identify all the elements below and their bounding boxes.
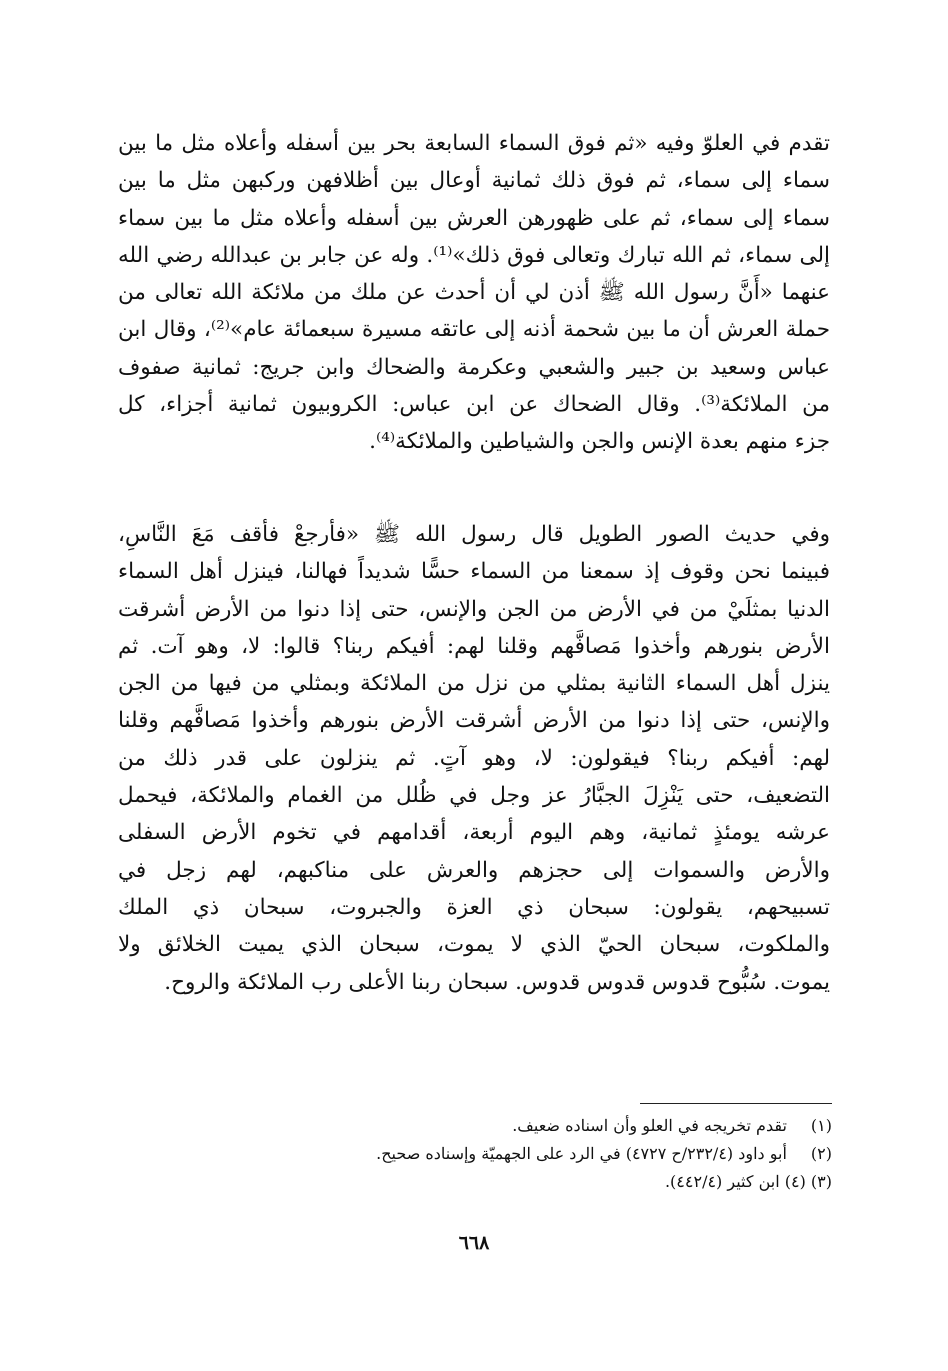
text-line: يموت. سُبُّوح قدوس قدوس قدوس. سبحان ربنا الأعلى رب الملائكة والروح. (164, 969, 830, 995)
footnote-divider (640, 1103, 832, 1104)
text-line: والملكوت، سبحان الحيّ الذي لا يموت، سبحان الذي يميت الخلائق ولا (118, 932, 830, 958)
text-line: سماء إلى سماء، ثم على ظهورهن العرش بين أسفله وأعلاه مثل ما بين سماء (118, 205, 830, 231)
footnote-text: ابن كثير (٤٤٢/٤). (664, 1172, 780, 1191)
text-line: والإنس، حتى إذا دنوا من الأرض أشرقت الأرض بنورهم وأخذوا مَصافَّهم وقلنا (118, 708, 830, 734)
footnotes (300, 1112, 832, 1196)
footnote-number: (٢) (810, 1144, 832, 1163)
footnote-number: (٣) (٤) (784, 1172, 832, 1191)
footnote-item (300, 1140, 832, 1168)
paragraph-1 (118, 125, 830, 461)
paragraph-2 (118, 516, 830, 1001)
text-line: جزء منهم بعدة الإنس والجن والشياطين والملائكة⁽⁴⁾. (369, 429, 830, 455)
text-line: لهم: أفيكم ربنا؟ فيقولون: لا، وهو آتٍ. ثم ينزلون على قدر ذلك من (118, 745, 830, 771)
footnote-text: تقدم تخريجه في العلو وأن اسناده ضعيف. (512, 1116, 787, 1135)
page-number: ٦٦٨ (458, 1232, 490, 1254)
footnote-item (300, 1168, 832, 1196)
text-line: حملة العرش أن ما بين شحمة أذنه إلى عاتقه مسيرة سبعمائة عام»⁽²⁾، وقال ابن (118, 317, 830, 343)
text-line: من الملائكة⁽³⁾. وقال الضحاك عن ابن عباس: الكروبيون ثمانية أجزاء، كل (118, 392, 830, 418)
text-line: والأرض والسموات إلى حجزهم والعرش على مناكبهم، لهم زجل في (118, 857, 830, 883)
text-line: الأرض بنورهم وأخذوا مَصافَّهم وقلنا لهم: أفيكم ربنا؟ قالوا: لا، وهو آت. ثم (118, 633, 830, 659)
text-line: عباس وسعيد بن جبير والشعبي وعكرمة والضحاك وابن جريج: ثمانية صفوف (118, 354, 830, 380)
text-line: تقدم في العلوّ وفيه «ثم فوق السماء السابعة بحر بين أسفله وأعلاه مثل ما بين (118, 131, 830, 156)
text-line: تسبيحهم، يقولون: سبحان ذي العزة والجبروت، سبحان ذي الملك (118, 894, 830, 920)
text-line: فبينما نحن وقوف إذ سمعنا من السماء حسًّا شديداً فهالنا، فينزل أهل السماء (118, 559, 830, 585)
footnote-item (300, 1112, 832, 1140)
footnote-number: (١) (810, 1116, 832, 1135)
text-line: عنهما «أَنَّ رسول الله ﷺ أذن لي أن أحدث عن ملك من ملائكة الله تعالى من (118, 280, 830, 306)
text-line: الدنيا بمثلَيْ من في الأرض من الجن والإنس، حتى إذا دنوا من الأرض أشرقت (118, 596, 830, 622)
text-line: وفي حديث الصور الطويل قال رسول الله ﷺ «فأرجعْ فأقف مَعَ النَّاسِ، (118, 522, 830, 547)
text-line: عرشه يومئذٍ ثمانية، وهم اليوم أربعة، أقدامهم في تخوم الأرض السفلى (118, 820, 830, 846)
text-line: التضعيف، حتى يَنْزِلَ الجبَّارُ عز وجل في ظُلل من الغمام والملائكة، فيحمل (118, 783, 830, 809)
text-line: ينزل أهل السماء الثانية بمثلي من نزل من الملائكة وبمثلي من فيها من الجن (118, 671, 830, 697)
footnote-text: أبو داود (٢٣٢/٤/ح ٤٧٢٧) في الرد على الجهميّة وإسناده صحيح. (376, 1144, 787, 1163)
text-line: إلى سماء، ثم الله تبارك وتعالى فوق ذلك»⁽¹⁾. وله عن جابر بن عبدالله رضي الله (118, 242, 830, 268)
text-line: سماء إلى سماء، ثم فوق ذلك ثمانية أوعال بين أظلافهن وركبهن مثل ما بين (118, 168, 830, 194)
